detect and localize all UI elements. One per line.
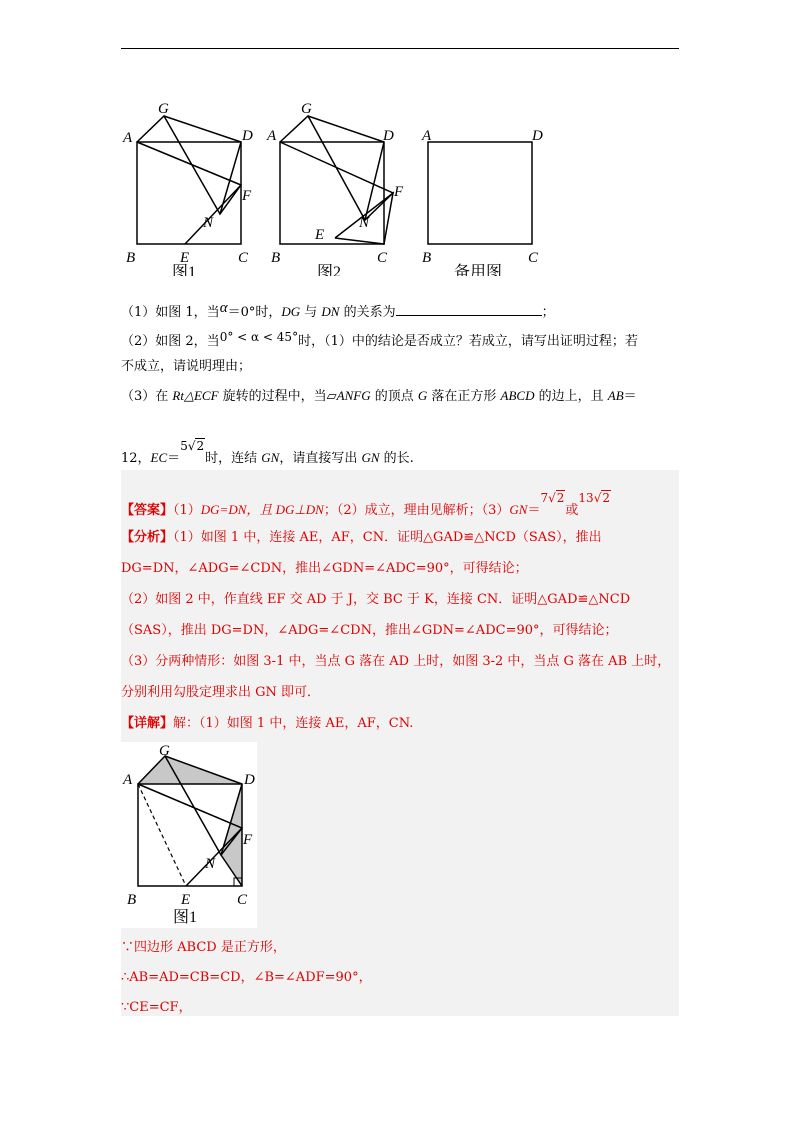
shaded-triangle-gad <box>138 756 242 784</box>
label-c: C <box>238 250 249 266</box>
label-d: D <box>244 772 255 788</box>
parallelogram-anfg <box>280 116 393 220</box>
detail-line-2: ∴AB=AD=CB=CD，∠B=∠ADF=90°， <box>121 970 372 985</box>
label-d: D <box>242 128 253 144</box>
label-c: C <box>237 892 248 908</box>
label-c: C <box>377 250 388 266</box>
figure-spare <box>418 96 558 280</box>
label-f: F <box>242 188 252 204</box>
label-n: N <box>359 215 370 231</box>
label-b: B <box>422 250 432 266</box>
label-g: G <box>158 101 169 117</box>
question-3: （3）在 Rt△ECF 旋转的过程中，当▱ANFG 的顶点 G 落在正方形 ABCD 的边上，且 AB＝ <box>121 388 637 404</box>
label-g: G <box>301 101 312 117</box>
label-b: B <box>271 250 281 266</box>
analysis-line-5: （3）分两种情形：如图 3-1 中，当点 G 落在 AD 上时，如图 3-2 中，当点 G 落在 AB 上时， <box>121 654 671 669</box>
analysis-line-4: （SAS），推出 DG=DN，∠ADG=∠CDN，推出∠GDN=∠ADC=90°，可得结论； <box>121 623 618 638</box>
detail-intro: 【详解】解：（1）如图 1 中，连接 AE，AF，CN. <box>121 716 414 731</box>
question-2-cont: 不成立，请说明理由； <box>121 359 252 374</box>
label-n: N <box>203 215 214 231</box>
label-e: E <box>180 250 190 266</box>
figure-2 <box>265 96 415 280</box>
analysis-line-2: DG=DN，∠ADG=∠CDN，推出∠GDN=∠ADC=90°，可得结论； <box>121 561 528 576</box>
label-a: A <box>123 772 133 788</box>
segment-gd <box>164 116 241 142</box>
caption: 图1 <box>172 264 197 276</box>
analysis-line-3: （2）如图 2 中，作直线 EF 交 AD 于 J，交 BC 于 K，连接 CN．证明△GAD≌△NCD <box>121 592 631 607</box>
label-a: A <box>123 130 133 146</box>
caption: 图1 <box>173 909 198 926</box>
label-d: D <box>532 128 543 144</box>
label-f: F <box>394 184 404 200</box>
label-a: A <box>422 128 432 144</box>
question-3-cont: 12，EC＝5√2时，连结 GN，请直接写出 GN 的长. <box>121 439 414 466</box>
caption: 图2 <box>317 264 342 276</box>
label-g: G <box>159 743 170 759</box>
label-b: B <box>126 250 136 266</box>
label-d: D <box>383 128 394 144</box>
parallelogram-anfg <box>137 116 241 214</box>
label-f: F <box>243 832 253 848</box>
detail-line-3: ∵CE=CF， <box>121 1000 192 1015</box>
detail-line-1: ∵四边形 ABCD 是正方形， <box>121 940 286 955</box>
label-b: B <box>127 892 137 908</box>
label-e: E <box>315 227 325 243</box>
answer-line: 【答案】（1）DG=DN，且 DG⊥DN；（2）成立，理由见解析；（3）GN＝7√2或13√2 <box>121 491 610 518</box>
analysis-line-1: 【分析】（1）如图 1 中，连接 AE，AF，CN．证明△GAD≌△NCD（SAS），推出 <box>121 530 602 545</box>
dashed-ae <box>138 784 186 886</box>
label-e: E <box>181 892 191 908</box>
question-1: （1）如图 1，当α＝0°时，DG 与 DN 的关系为 ； <box>121 300 555 320</box>
analysis-line-6: 分别利用勾股定理求出 GN 即可． <box>121 685 321 700</box>
label-a: A <box>267 128 277 144</box>
question-2: （2）如图 2，当0° < α < 45°时，（1）中的结论是否成立？若成立，请写出证明过程；若 <box>121 330 638 349</box>
answer-blank <box>396 303 542 316</box>
figure-1 <box>120 96 260 280</box>
square-abcd <box>428 142 532 244</box>
label-n: N <box>205 856 216 872</box>
header-rule <box>121 48 679 49</box>
caption: 备用图 <box>454 264 503 276</box>
figure-detail <box>121 742 257 928</box>
label-c: C <box>528 250 539 266</box>
